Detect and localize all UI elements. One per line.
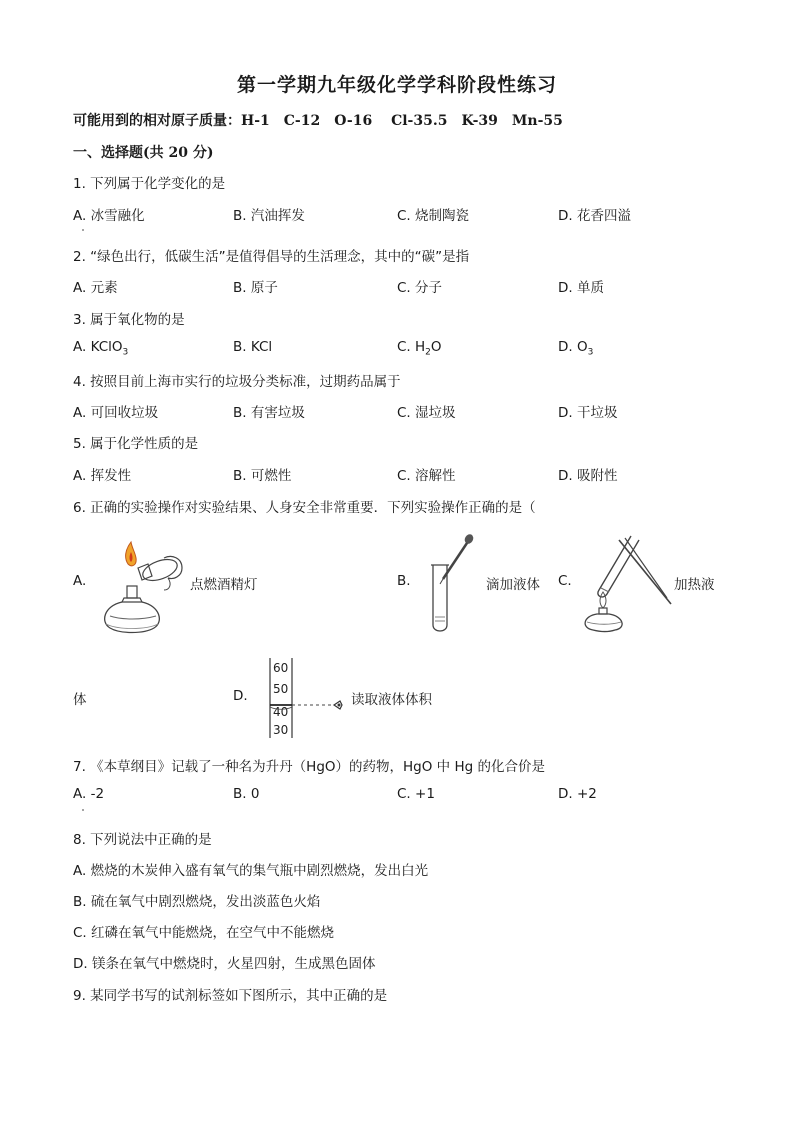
heating-test-tube-icon (575, 530, 675, 634)
q2-option-a[interactable]: A. 元素 (73, 280, 118, 296)
q6-option-d-label[interactable]: D. (233, 688, 248, 704)
q1-option-d[interactable]: D. 花香四溢 (558, 208, 631, 224)
q9-stem: 9. 某同学书写的试剂标签如下图所示，其中正确的是 (73, 988, 388, 1004)
q4-option-b[interactable]: B. 有害垃圾 (233, 405, 305, 421)
q1-option-c[interactable]: C. 烧制陶瓷 (397, 208, 470, 224)
alcohol-lamp-icon (98, 538, 188, 634)
q6-option-b-label[interactable]: B. (397, 573, 411, 589)
section-heading: 一、选择题(共 20 分) (73, 145, 214, 161)
q8-option-d[interactable]: D. 镁条在氧气中燃烧时，火星四射，生成黑色固体 (73, 956, 376, 972)
q7-option-b[interactable]: B. 0 (233, 786, 260, 802)
q2-option-b[interactable]: B. 原子 (233, 280, 278, 296)
q6-option-c-caption-wrap: 体 (73, 692, 87, 708)
q5-option-d[interactable]: D. 吸附性 (558, 468, 618, 484)
page-title: 第一学期九年级化学学科阶段性练习 (236, 74, 557, 96)
q8-option-b[interactable]: B. 硫在氧气中剧烈燃烧，发出淡蓝色火焰 (73, 894, 321, 910)
q2-option-c[interactable]: C. 分子 (397, 280, 443, 296)
q4-option-c[interactable]: C. 湿垃圾 (397, 405, 456, 421)
q3-option-d[interactable]: D. $O_3$ (558, 339, 594, 358)
q4-option-a[interactable]: A. 可回收垃圾 (73, 405, 159, 421)
q4-stem: 4. 按照目前上海市实行的垃圾分类标准，过期药品属于 (73, 374, 401, 390)
q1-stem: 1. 下列属于化学变化的是 (73, 176, 226, 192)
q5-option-b[interactable]: B. 可燃性 (233, 468, 292, 484)
q1-option-b[interactable]: B. 汽油挥发 (233, 208, 305, 224)
scale-tick: 50 (273, 682, 289, 696)
q7-option-c[interactable]: C. +1 (397, 786, 435, 802)
q6-option-a-label[interactable]: A. (73, 573, 87, 589)
q2-option-d[interactable]: D. 单质 (558, 280, 604, 296)
q6-option-a-caption: 点燃酒精灯 (190, 577, 258, 593)
scale-tick: 60 (273, 661, 289, 675)
q6-option-b-caption: 滴加液体 (486, 577, 540, 593)
q5-option-a[interactable]: A. 挥发性 (73, 468, 132, 484)
q3-option-a[interactable]: A. KClO$_3$ (73, 339, 129, 358)
atomic-masses: 可能用到的相对原子质量：H-1 C-12 O-16 Cl-35.5 K-39 Mn-55 (73, 113, 563, 129)
q6-option-c-caption: 加热液 (674, 577, 715, 593)
stray-dot (82, 809, 84, 811)
scale-tick: 30 (273, 723, 289, 737)
q2-stem: 2. “绿色出行，低碳生活”是值得倡导的生活理念，其中的“碳”是指 (73, 249, 470, 265)
scale-tick: 40 (273, 705, 289, 719)
q7-stem: 7. 《本草纲目》记载了一种名为升丹（HgO）的药物，HgO 中 Hg 的化合价是 (73, 759, 545, 775)
q8-stem: 8. 下列说法中正确的是 (73, 832, 212, 848)
q5-option-c[interactable]: C. 溶解性 (397, 468, 456, 484)
q4-option-d[interactable]: D. 干垃圾 (558, 405, 618, 421)
test-tube-dropper-icon (425, 533, 480, 637)
graduated-cylinder-icon (262, 656, 350, 740)
stray-dot (82, 229, 84, 231)
q8-option-c[interactable]: C. 红磷在氧气中能燃烧，在空气中不能燃烧 (73, 925, 335, 941)
q6-option-d-caption: 读取液体体积 (351, 692, 432, 708)
q3-option-c[interactable]: C. $H_2O$ (397, 339, 442, 358)
q8-option-a[interactable]: A. 燃烧的木炭伸入盛有氧气的集气瓶中剧烈燃烧，发出白光 (73, 863, 429, 879)
q6-stem: 6. 正确的实验操作对实验结果、人身安全非常重要．下列实验操作正确的是（ (73, 500, 536, 516)
q1-option-a[interactable]: A. 冰雪融化 (73, 208, 145, 224)
q6-option-c-label[interactable]: C. (558, 573, 572, 589)
q3-option-b[interactable]: B. KCl (233, 339, 273, 355)
q3-stem: 3. 属于氧化物的是 (73, 312, 185, 328)
q7-option-d[interactable]: D. +2 (558, 786, 597, 802)
q5-stem: 5. 属于化学性质的是 (73, 436, 199, 452)
q7-option-a[interactable]: A. -2 (73, 786, 105, 802)
